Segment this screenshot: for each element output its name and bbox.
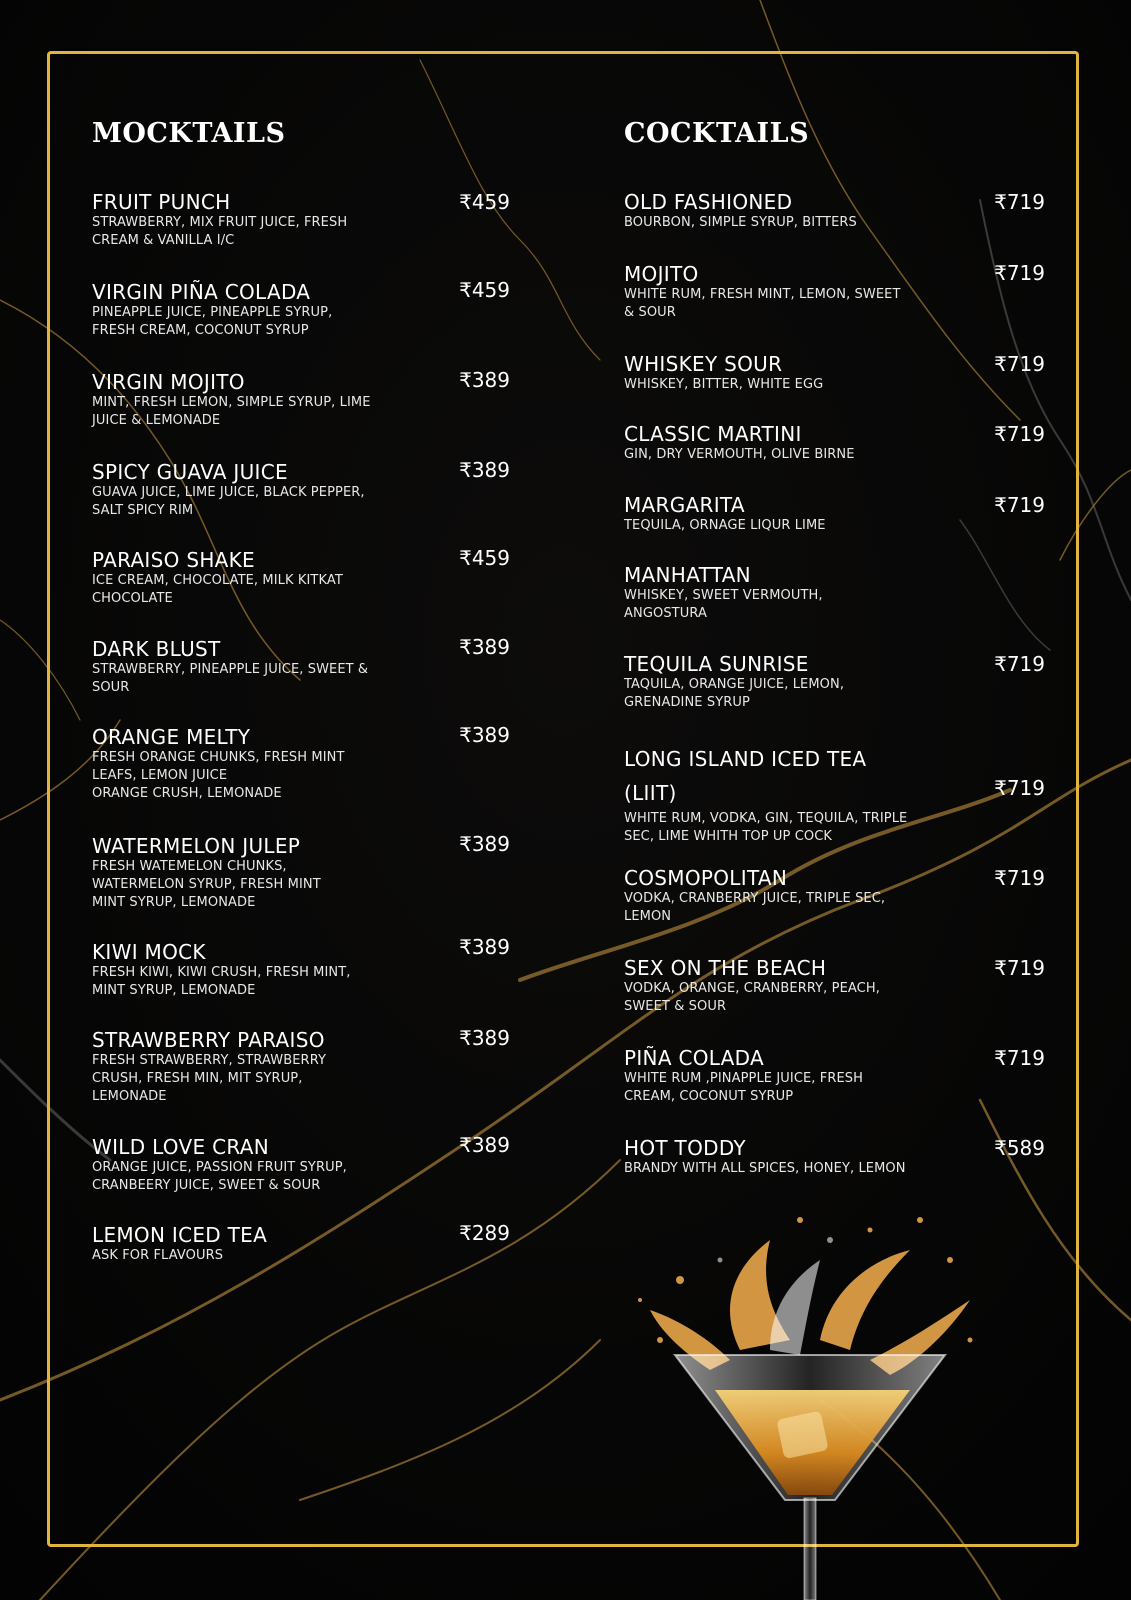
mocktails-heading: MOCKTAILS	[92, 118, 286, 149]
item-name: LONG ISLAND ICED TEA (LIIT)	[624, 747, 867, 805]
item-description: FRESH ORANGE CHUNKS, FRESH MINT LEAFS, LEMON JUICE ORANGE CRUSH, LEMONADE	[92, 750, 345, 801]
item-description: FRESH WATEMELON CHUNKS, WATERMELON SYRUP, FRESH MINT MINT SYRUP, LEMONADE	[92, 859, 321, 910]
menu-item	[624, 956, 944, 1016]
item-name: VIRGIN PIÑA COLADA	[92, 280, 311, 304]
item-price: ₹459	[459, 546, 510, 570]
menu-item	[624, 352, 944, 394]
menu-item	[624, 866, 944, 926]
cocktails-heading: COCKTAILS	[624, 118, 810, 149]
menu-item	[92, 725, 422, 803]
item-description: VODKA, CRANBERRY JUICE, TRIPLE SEC, LEMON	[624, 891, 886, 924]
menu-item	[624, 262, 944, 322]
menu-item	[92, 280, 422, 340]
item-price: ₹459	[459, 278, 510, 302]
item-name: SPICY GUAVA JUICE	[92, 460, 288, 484]
item-description: STRAWBERRY, MIX FRUIT JUICE, FRESH CREAM & VANILLA I/C	[92, 215, 348, 248]
item-description: FRESH STRAWBERRY, STRAWBERRY CRUSH, FRESH MIN, MIT SYRUP, LEMONADE	[92, 1053, 327, 1104]
item-price: ₹719	[994, 190, 1045, 214]
item-name: KIWI MOCK	[92, 940, 206, 964]
menu-item	[624, 1046, 944, 1106]
item-description: FRESH KIWI, KIWI CRUSH, FRESH MINT, MINT SYRUP, LEMONADE	[92, 965, 351, 998]
item-description: ORANGE JUICE, PASSION FRUIT SYRUP, CRANBEERY JUICE, SWEET & SOUR	[92, 1160, 347, 1193]
item-description: WHISKEY, SWEET VERMOUTH, ANGOSTURA	[624, 588, 823, 621]
item-name: COSMOPOLITAN	[624, 866, 788, 890]
item-name: DARK BLUST	[92, 637, 221, 661]
item-name: PARAISO SHAKE	[92, 548, 255, 572]
item-description: MINT, FRESH LEMON, SIMPLE SYRUP, LIME JUICE & LEMONADE	[92, 395, 371, 428]
item-name: HOT TODDY	[624, 1136, 746, 1160]
item-price: ₹389	[459, 635, 510, 659]
item-name: TEQUILA SUNRISE	[624, 652, 809, 676]
item-name: WATERMELON JULEP	[92, 834, 301, 858]
item-price: ₹719	[994, 956, 1045, 980]
item-price: ₹389	[459, 458, 510, 482]
menu-item	[92, 637, 422, 697]
item-description: TAQUILA, ORANGE JUICE, LEMON, GRENADINE SYRUP	[624, 677, 845, 710]
item-price: ₹589	[994, 1136, 1045, 1160]
menu-item	[92, 940, 422, 1000]
menu-item	[92, 190, 422, 250]
item-description: WHISKEY, BITTER, WHITE EGG	[624, 377, 824, 392]
item-name: WILD LOVE CRAN	[92, 1135, 269, 1159]
item-name: PIÑA COLADA	[624, 1046, 764, 1070]
menu-item	[624, 422, 944, 464]
item-description: PINEAPPLE JUICE, PINEAPPLE SYRUP, FRESH CREAM, COCONUT SYRUP	[92, 305, 333, 338]
item-description: WHITE RUM, VODKA, GIN, TEQUILA, TRIPLE SEC, LIME WHITH TOP UP COCK	[624, 811, 908, 844]
menu-item	[624, 190, 944, 232]
item-name: MANHATTAN	[624, 563, 751, 587]
martini-glass-illustration	[620, 1200, 1000, 1600]
item-price: ₹389	[459, 368, 510, 392]
menu-item	[624, 1136, 944, 1178]
item-description: GIN, DRY VERMOUTH, OLIVE BIRNE	[624, 447, 855, 462]
item-description: GUAVA JUICE, LIME JUICE, BLACK PEPPER, SALT SPICY RIM	[92, 485, 365, 518]
item-price: ₹719	[994, 1046, 1045, 1070]
menu-item	[624, 742, 944, 846]
menu-item	[624, 493, 944, 535]
item-price: ₹719	[994, 776, 1045, 800]
item-price: ₹719	[994, 493, 1045, 517]
item-description: BRANDY WITH ALL SPICES, HONEY, LEMON	[624, 1161, 906, 1176]
item-price: ₹719	[994, 352, 1045, 376]
item-price: ₹389	[459, 935, 510, 959]
menu-item	[92, 1135, 422, 1195]
item-price: ₹389	[459, 1026, 510, 1050]
item-description: VODKA, ORANGE, CRANBERRY, PEACH, SWEET & SOUR	[624, 981, 880, 1014]
item-name: STRAWBERRY PARAISO	[92, 1028, 325, 1052]
item-price: ₹459	[459, 190, 510, 214]
item-description: WHITE RUM ,PINAPPLE JUICE, FRESH CREAM, COCONUT SYRUP	[624, 1071, 864, 1104]
item-name: ORANGE MELTY	[92, 725, 251, 749]
item-price: ₹719	[994, 422, 1045, 446]
item-name: VIRGIN MOJITO	[92, 370, 245, 394]
item-description: ICE CREAM, CHOCOLATE, MILK KITKAT CHOCOLATE	[92, 573, 343, 606]
item-name: WHISKEY SOUR	[624, 352, 783, 376]
item-price: ₹289	[459, 1221, 510, 1245]
menu-item	[624, 563, 944, 623]
menu-item	[92, 834, 422, 912]
item-price: ₹719	[994, 866, 1045, 890]
menu-item	[624, 652, 944, 712]
item-description: ASK FOR FLAVOURS	[92, 1248, 224, 1263]
item-description: TEQUILA, ORNAGE LIQUR LIME	[624, 518, 826, 533]
menu-item	[92, 548, 422, 608]
item-name: MOJITO	[624, 262, 699, 286]
item-price: ₹719	[994, 652, 1045, 676]
item-name: CLASSIC MARTINI	[624, 422, 802, 446]
item-name: FRUIT PUNCH	[92, 190, 231, 214]
item-name: SEX ON THE BEACH	[624, 956, 827, 980]
item-description: WHITE RUM, FRESH MINT, LEMON, SWEET & SOUR	[624, 287, 901, 320]
item-price: ₹389	[459, 832, 510, 856]
menu-item	[92, 460, 422, 520]
menu-item	[92, 370, 422, 430]
item-price: ₹389	[459, 1133, 510, 1157]
item-description: BOURBON, SIMPLE SYRUP, BITTERS	[624, 215, 857, 230]
item-name: MARGARITA	[624, 493, 745, 517]
item-name: LEMON ICED TEA	[92, 1223, 268, 1247]
menu-item	[92, 1028, 422, 1106]
item-price: ₹389	[459, 723, 510, 747]
item-name: OLD FASHIONED	[624, 190, 793, 214]
item-description: STRAWBERRY, PINEAPPLE JUICE, SWEET & SOUR	[92, 662, 369, 695]
item-price: ₹719	[994, 261, 1045, 285]
menu-item	[92, 1223, 422, 1265]
